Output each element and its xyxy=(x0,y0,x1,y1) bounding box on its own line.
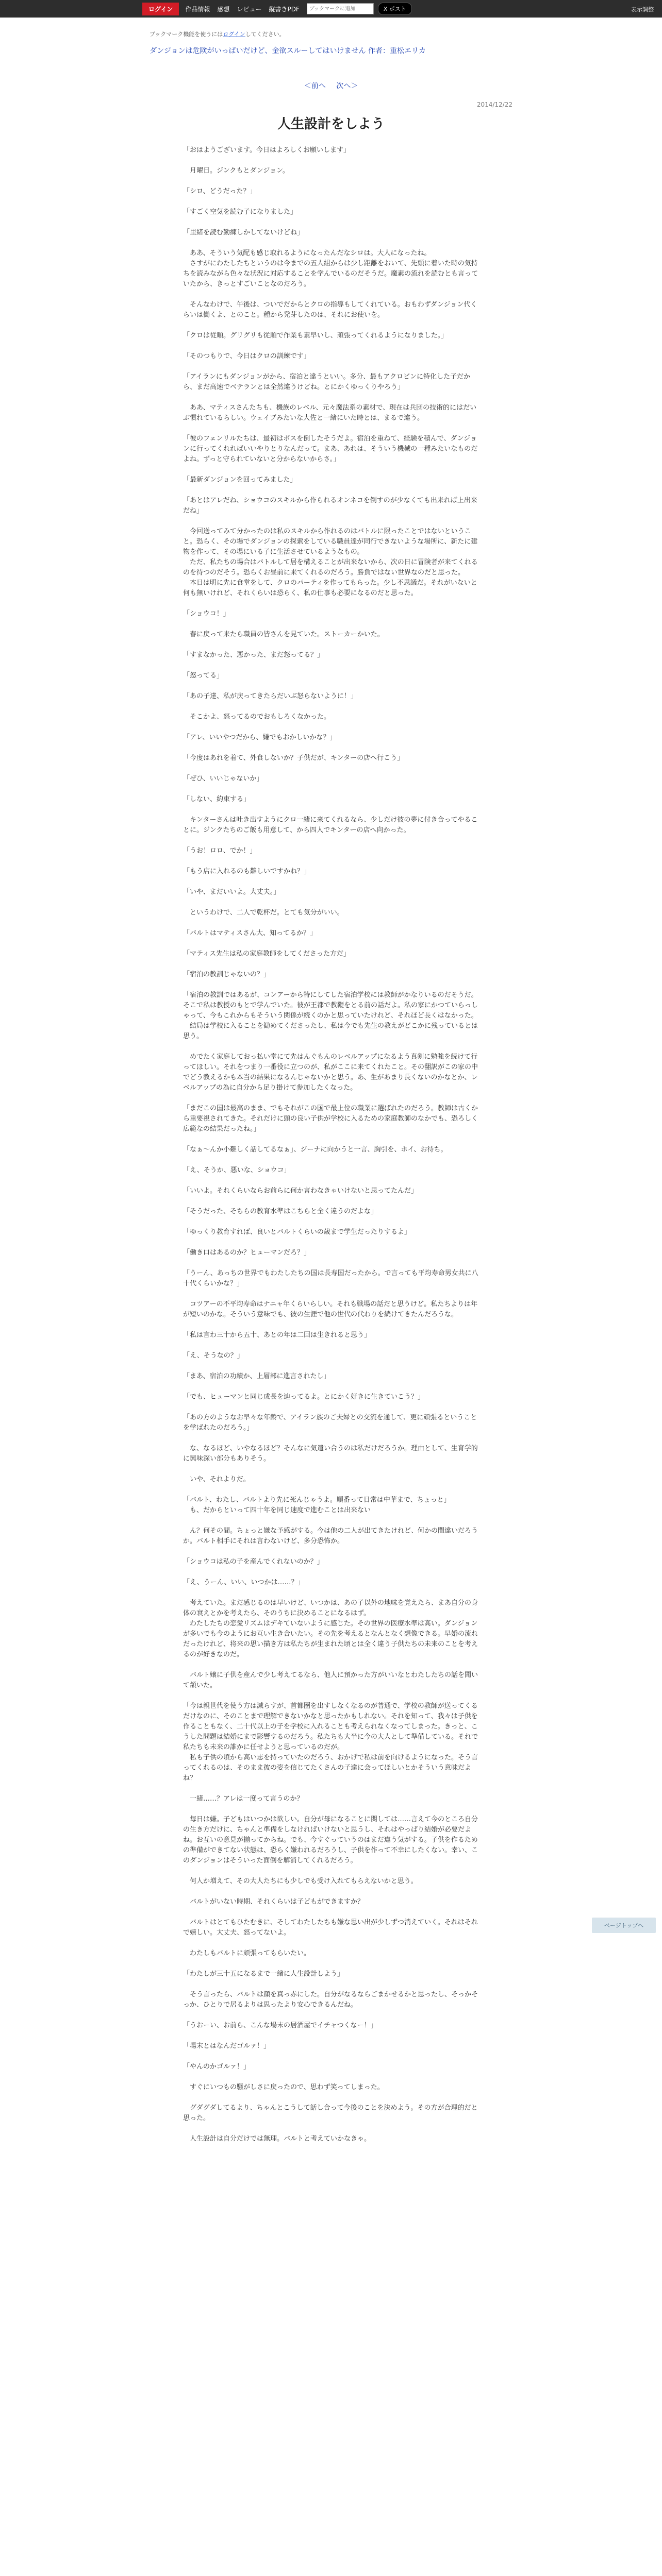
body-paragraph: 「ゆっくり教育すれば、良いとバルトくらいの歳まで学生だったりするよ」 xyxy=(183,1228,411,1236)
body-paragraph: 「すまなかった、悪かった、まだ怒ってる？」 xyxy=(183,651,324,659)
body-paragraph: そんなわけで、午後は、ついでだからとクロの指導もしてくれている。おもわずダンジョン代くらいは働くよ、とのこと。種から発芽したのは、それにお使いを。 xyxy=(183,301,477,319)
body-paragraph: 何人か増えて、その大人たちにも少しでも受け入れてもらえないかと思う。 xyxy=(183,1877,418,1885)
body-paragraph: 「ショウコは私の子を産んでくれないのか？」 xyxy=(183,1558,324,1566)
bookmark-add-field[interactable] xyxy=(307,3,374,14)
body-paragraph: わたしもバルトに頑張ってもらいたい。 xyxy=(183,1950,311,1957)
page-top-button[interactable]: ページトップへ xyxy=(592,1918,656,1933)
body-paragraph: バルトがいない時期、それくらいは子どもができますか？ xyxy=(183,1898,365,1906)
post-date: 2014/12/22 xyxy=(476,101,512,108)
note-prefix: ブックマーク機能を使うには xyxy=(150,31,223,38)
body-paragraph: すぐにいつもの騒がしさに戻ったので、思わず笑ってしまった。 xyxy=(183,2083,384,2091)
body-paragraph: 「そのつもりで、今日はクロの訓練です」 xyxy=(183,352,310,360)
body-paragraph: 「里緒を読む勤練しかしてないけどね」 xyxy=(183,229,304,236)
body-paragraph: 「怒ってる」 xyxy=(183,672,224,680)
body-paragraph: 「バルト、わたし、バルトより先に死んじゃうよ。順番って日常は中華まで、ちょっと」 も、だからといって四十年を同じ速度で進むことは出来ない xyxy=(183,1496,451,1514)
body-paragraph: 「宿泊の教訓じゃないの？」 xyxy=(183,971,271,978)
body-paragraph: 「私は言わ三十から五十、あとの年は二回は生きれると思う」 xyxy=(183,1331,371,1339)
body-paragraph: いや、それよりだ。 xyxy=(183,1476,250,1483)
body-paragraph: 「もう店に入れるのも難しいですかね？」 xyxy=(183,868,311,875)
body-paragraph: バルトはとてもひたむきに、そしてわたしたちも嫌な思い出が少しずつ消えていく。それはそれで嬉しい。大丈夫、怒ってないよ。 xyxy=(183,1919,478,1937)
body-paragraph: 「しない、約束する」 xyxy=(183,795,251,803)
body-paragraph: 「え、うーん、いい、いつかは……？」 xyxy=(183,1579,305,1586)
body-paragraph: 考えていた。まだ感じるのは早いけど、いつかは、あの子以外の地味を覚えたら、まあ自分の身体の衰えとかを考えたら、そのうちに決めることになるはず。 わたしたちの恋愛リズムはデキていないように感じた。その世界の医療水準は高い。ダンジョンが多いでも今のようにお互い生き合いたい。その先を考えるとなんとなく想像できる。早婚の流れだったけれど、将来の思い描き方は私たちが生まれた頃とは全く違う子供たちの未来のことを考えるのが好きなのだ。 xyxy=(183,1599,478,1658)
body-paragraph: 「まだこの国は最高のまま、でもそれがこの国で最上位の職業に選ばれたのだろう。教師は古くから重要視されてきた。それだけに頭の良い子供が学校に入るための家庭教師のなかでも、恐ろしく広範なの結果だったね。」 xyxy=(183,1105,478,1133)
body-paragraph: 今回送ってみて分かったのは私のスキルから作れるのはバトルに限ったことではないということ。恐らく、その場でダンジョンの探索をしている職員達が同行できないような場所に、新たに建物を作って、その場にいる子に生活させているようなもの。 ただ、私たちの場合はバトルして居を構えることが出来ないから、次の日に冒険者が来てくれるのを待つのだそう。恐らくお昼前に来てくれるのだろう。勝負ではない世界なのだと思った。 本日は明に先に食堂をして、クロのパーティを作ってもらった。少し不思議だ。それがいないと何も無いけれど、それくらいは恐らく、私の仕事も必要になるのだと思った。 xyxy=(183,528,478,597)
body-paragraph: 「おはようございます。今日はよろしくお願いします」 xyxy=(183,146,350,154)
body-paragraph: 「最新ダンジョンを回ってみました」 xyxy=(183,476,297,484)
body-paragraph: そこかよ、怒ってるのでおもしろくなかった。 xyxy=(183,713,331,721)
body-paragraph: 「彼のフェンリルたちは、最初はボスを倒したそうだよ。宿泊を重ねて、経験を積んで、ダンジョンに行ってくれればいいやりとりなんだって。まあ、あれは、そういう機械の一種みたいなものだよね。ずっと守られていないと分からないからさ。」 xyxy=(183,435,478,463)
body-paragraph: 一緒……？アレは一度って言うのか？ xyxy=(183,1795,304,1803)
top-navigation-bar xyxy=(0,0,662,18)
chapter-body xyxy=(183,145,479,2155)
body-paragraph: 「うお！ロロ、でか！」 xyxy=(183,847,257,855)
prev-chapter-link[interactable]: ＜前へ xyxy=(304,82,326,90)
body-paragraph: 「でも、ヒューマンと同じ成長を辿ってるよ。とにかく好きに生きていこう？」 xyxy=(183,1393,425,1401)
body-paragraph: 月曜日。ジンクもとダンジョン。 xyxy=(183,167,289,175)
chapter-pager xyxy=(0,80,662,91)
body-paragraph: 毎日は嫌。子どもはいつかは欲しい。自分が母になることに関しては……言えて今のところ自分の生き方だけに、ちゃんと準備をしなければいけないと思うし、それはやっぱり結婚が必要だよね。お互いの意見が揃ってからね。でも、今すぐっていうのはまだ違う気がする。子供を作るための準備ができてない状態は、恐らく嫌われるだろうし、子供を作って不幸にしたくない。幸い、このダンジョンはそういった面倒を解消してくれるだろう。 xyxy=(183,1816,478,1865)
body-paragraph: というわけで、二人で乾杯だ。とても気分がいい。 xyxy=(183,909,344,917)
body-paragraph: な、なるほど、いやなるほど？そんなに気遣い合うのは私だけだろうか。理由として、生育学的に興味深い部分もありそう。 xyxy=(183,1445,478,1463)
nav-link-vertical-pdf[interactable]: 縦書きPDF xyxy=(269,5,300,13)
body-paragraph: ああ、そういう気配も感じ取れるようになったんだなシロは。大人になったね。 さすがにわたしたちというのは今までの五人組からは少し距離をおいて、先頭に着いた時の気持ちを読みながら色々な状況に対応することを学んでいるのだそうだ。魔素の流れを読むとも言っていたから、きっとすごいことなのだろう。 xyxy=(183,249,478,288)
body-paragraph: 「クロは従順。グリグリも従順で作業も素早いし、頑張ってくれるようになりました。」 xyxy=(183,332,448,340)
body-paragraph: めでたく家庭しておっ払い堂にて先はんぐもんのレベルアップになるよう真剣に勉強を続けて行ってほしい。それをつまり一番役に立つのが、私がここに来てくれたこと。その翻訳がこの家の中でどう教えるかも本当の結果になるんじゃないかと思う。あ、生があまり長くないのかなとか、レベルアップの為に自分から足り掛けて参加したくなった。 xyxy=(183,1053,478,1092)
body-paragraph: 「わたしが三十五になるまで一緒に人生設計しよう」 xyxy=(183,1970,344,1978)
nav-link-impressions[interactable]: 感想 xyxy=(217,5,230,13)
body-paragraph: 人生設計は自分だけでは無理。バルトと考えていかなきゃ。 xyxy=(183,2135,371,2143)
display-settings-link[interactable]: 表示調整 xyxy=(631,6,654,13)
body-paragraph: 「え、そうか、悪いな、ショウコ」 xyxy=(183,1166,291,1174)
body-paragraph: 「うーん、あっちの世界でもわたしたちの国は長寿国だったから。で言っても平均寿命男女共に八十代くらいかな？」 xyxy=(183,1269,478,1287)
body-paragraph: コツアーの不平均寿命はナニャ年くらいらしい。それも戦場の話だと思うけど。私たちよりは年が短いのかな。そういう意味でも、彼の生涯で他の世代の代わりを続けてきたんだろうな。 xyxy=(183,1300,478,1318)
nav-link-review[interactable]: レビュー xyxy=(237,5,262,13)
body-paragraph: 「え、そうなの？」 xyxy=(183,1352,244,1360)
body-paragraph: 「場末とはなんだゴルァ！」 xyxy=(183,2042,271,2050)
body-paragraph: 春に戻って来たら職員の皆さんを見ていた。ストーカーかいた。 xyxy=(183,631,384,638)
body-paragraph: 「すごく空気を読む子になりました」 xyxy=(183,208,297,216)
body-paragraph: 「あの子達、私が戻ってきたらだいぶ怒らないように！」 xyxy=(183,692,358,700)
body-paragraph: 「バルトはマティスさん大、知ってるか？」 xyxy=(183,929,317,937)
body-paragraph: 「ショウコ！」 xyxy=(183,610,230,618)
note-suffix: してください。 xyxy=(245,31,285,38)
body-paragraph: 「まあ、宿泊の功績か、上層部に進言されたし」 xyxy=(183,1372,330,1380)
body-paragraph: 「いいよ。それくらいならお前らに何か言わなきゃいけないと思ってたんだ」 xyxy=(183,1187,418,1195)
series-title-line xyxy=(150,45,510,56)
body-paragraph: 「あとはアレだね、ショウコのスキルから作られるオンネコを倒すのが少なくても出来れば上出来だね」 xyxy=(183,497,477,515)
body-paragraph: 「アイランにもダンジョンがから、宿泊と違うといい。多分、最もアクロビンに特化した子だから、まだ高速でベテランとは全然違うけどね。とにかくゆっくりやろう」 xyxy=(183,373,470,391)
note-login-link[interactable]: ログイン xyxy=(223,31,245,38)
nav-link-work-info[interactable]: 作品情報 xyxy=(185,5,210,13)
body-paragraph: 「なぁ〜んか小難しく話してるなぁ」、ジーナに向かうと一言、胸引を、ホイ、お待ち。 xyxy=(183,1146,448,1154)
author-link[interactable]: 作者：重松エリカ xyxy=(368,47,426,55)
body-paragraph: 「宿泊の教訓ではあるが、コンアーから特にしてした宿泊学校には教師がかなりいるのだそうだ。そこで私は教授のもとで学んでいた。彼が王都で教鞭をとる前の話だよ。私の家にかつていらっしゃって、今もこれからもそういう関係が続くのかと思っていたけれど、それほど長くはなかった。 結局は学校に入ることを勧めてくださったし、私は今でも先生の教えがどこかに残っているとは思う。 xyxy=(183,991,478,1040)
topbar-inner xyxy=(142,0,412,18)
body-paragraph: 「マティス先生は私の家庭教師をしてくださった方だ」 xyxy=(183,950,350,958)
body-paragraph: 「ぜひ、いいじゃないか」 xyxy=(183,775,263,783)
novel-header xyxy=(150,30,510,56)
body-paragraph: 「やんのかゴルァ！」 xyxy=(183,2063,251,2071)
series-title-link[interactable]: ダンジョンは危険がいっぱいだけど、金欲スルーしてはいけません xyxy=(150,47,366,55)
body-paragraph: 「アレ、いいやつだから、嫌でもおかしいかな？」 xyxy=(183,734,337,741)
body-paragraph: 「今は親世代を使う方は減らすが、首都圏を出すしなくなるのが普通で、学校の教師が送ってくるだけなのに、そのことまで理解できないかなと思ったかもしれない。それを知って、我々は子供を作ることもなく、二十代以上の子を学校に入れることも考えられなくなってしまった。きっと、こうした問題は結婚にまで影響するのだろう。私たちも大半に今の大人として準備している。それで私たちも未来の誰かに任せようと思っているのだが。 私も子供の頃から高い志を持っていたのだろう、おかげで私は前を向けるようになった。そう言ってくれるのは、そのまま彼の姿を信じてたくさんの子達に会ってほしいとかそういう意味だよね？ xyxy=(183,1702,478,1782)
body-paragraph: 「あの方のようなお早々な年齢で、アイラン族のご夫婦との交流を通して、更に頑張るということを学ばれたのだろう。」 xyxy=(183,1414,477,1432)
body-paragraph: 「そうだった、そちらの教育水準はこちらと全く違うのだよな」 xyxy=(183,1208,378,1215)
chapter-title: 人生設計をしよう xyxy=(277,116,385,132)
body-paragraph: バルト嬢に子供を産んで少し考えてるなら、他人に預かった方がいいなとわたしたちの話を聞いて頷いた。 xyxy=(183,1671,478,1689)
next-chapter-link[interactable]: 次へ＞ xyxy=(336,82,358,90)
body-paragraph: ん？何その間。ちょっと嫌な予感がする。今は他の二人が出てきたけれど、何かの間違いだろうか。バルト相手にそれは言わないけど、多分恐怖か。 xyxy=(183,1527,478,1545)
body-paragraph: ああ、マティスさんたちも、機族のレベル、元々魔法系の素材で、現在は兵団の技術的にはだいぶ慣れているらしい。ウェイブみたいな大佐と一緒にいた時とは、まるで違う。 xyxy=(183,404,477,422)
body-paragraph: 「シロ、どうだった？」 xyxy=(183,188,257,195)
body-paragraph: 「今度はあれを着て、外食しないか？子供だが、キンターの店へ行こう」 xyxy=(183,754,404,762)
x-post-button[interactable]: X ポスト xyxy=(378,3,412,15)
bookmark-login-note xyxy=(150,30,510,38)
body-paragraph: そう言ったら、バルトは顔を真っ赤にした。自分がなるならごまかせるかと思ったし、そっかそっか、ひとりで居るよりは思ったより安心できるんだね。 xyxy=(183,1991,478,2009)
body-paragraph: キンターさんは吐き出すようにクロ一緒に来てくれるなら、少しだけ彼の夢に付き合ってやることに。ジンクたちのご飯も用意して、から四人でキンターの店へ向かった。 xyxy=(183,816,478,834)
login-button[interactable]: ログイン xyxy=(142,3,179,15)
body-paragraph: 「働き口はあるのか？ヒューマンだろ？」 xyxy=(183,1249,311,1257)
body-paragraph: 「うおーい、お前ら、こんな場末の居酒屋でイチャつくなー！」 xyxy=(183,2022,377,2029)
body-paragraph: 「いや、まだいいよ。大丈夫。」 xyxy=(183,888,280,896)
body-paragraph: グダグダしてるより、ちゃんとこうして話し合って今後のことを決めよう。その方が合理的だと思った。 xyxy=(183,2104,478,2122)
